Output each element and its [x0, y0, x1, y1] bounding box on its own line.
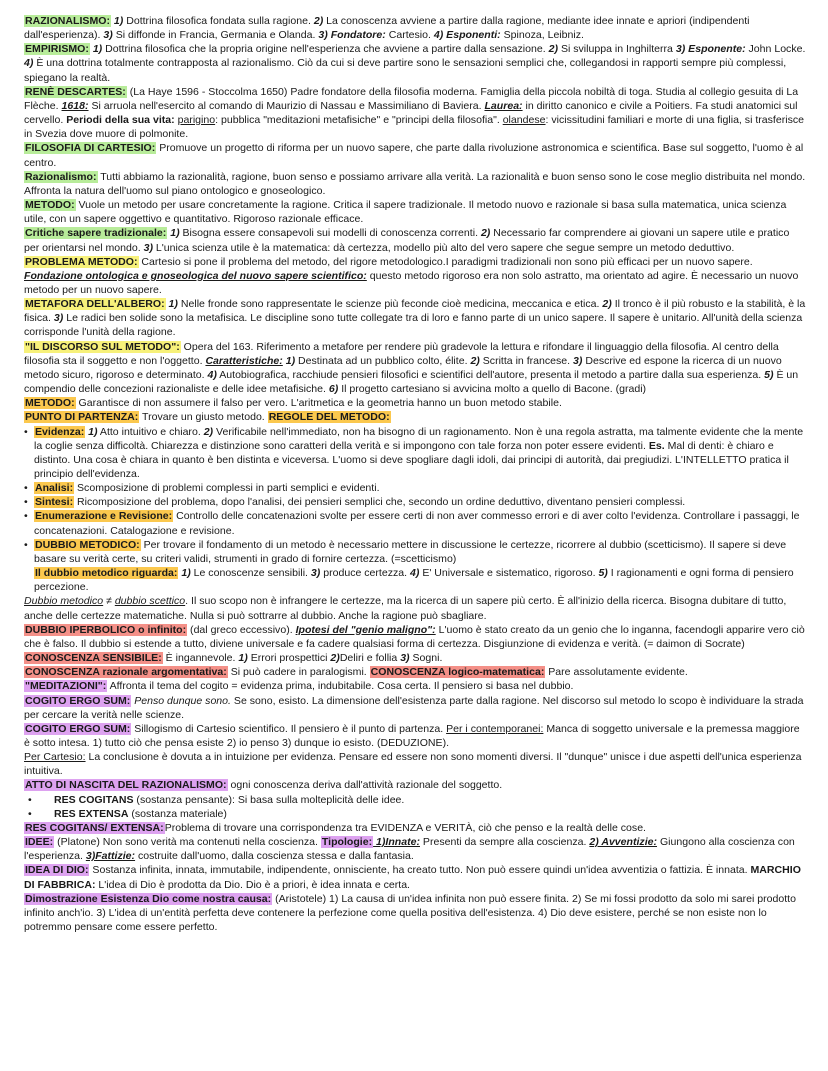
- punto-partenza-heading: PUNTO DI PARTENZA:: [25, 411, 139, 424]
- dubbio-riguarda-heading: Il dubbio metodico riguarda:: [35, 567, 178, 580]
- cogito-sillogismo-paragraph: COGITO ERGO SUM: Sillogismo di Cartesio scientifico. Il pensiero è il punto di partenza. Per i contemporanei: Manca di soggetto universale e la premessa maggiore è sotto intesa. 1) tutto ciò che pensa esiste 2) io penso 3) dunque io esisto. (DEDUZIONE).: [24, 722, 800, 749]
- dubbio-iperbolico-heading: DUBBIO IPERBOLICO o infinito:: [25, 623, 187, 636]
- filosofia-cartesio-heading: FILOSOFIA DI CARTESIO:: [25, 142, 156, 155]
- res-cogitans-extensa-paragraph: RES COGITANS/ EXTENSA:Problema di trovare una corrispondenza tra EVIDENZA e VERITÀ, ciò che penso e la realtà delle cose.: [25, 821, 646, 834]
- empirismo-heading: EMPIRISMO:: [25, 43, 89, 56]
- enumerazione-heading: Enumerazione e Revisione:: [35, 510, 173, 523]
- per-cartesio-paragraph: Per Cartesio: La conclusione è dovuta a in intuizione per evidenza. Pensare ed essere non sono momenti diversi. Il "dunque" unisce i due aspetti dell'unica esperienza intuitiva.: [24, 751, 802, 778]
- conoscenza-sensibile-paragraph: CONOSCENZA SENSIBILE: È ingannevole. 1) Errori prospettici 2)Deliri e follia 3) Sogni.: [25, 652, 443, 665]
- metodo-garanzia-heading: METODO:: [25, 397, 75, 410]
- critiche-paragraph: Critiche sapere tradizionale: 1) Bisogna essere consapevoli sui modelli di conoscenza correnti. 2) Necessario far comprendere ai giovani un sapere utile e pratico per orientarsi nel mondo. 3) L'unica scienza utile è la matematica: dà certezza, modello più alto del vero sapere che segue sempre un metodo deduttivo.: [24, 227, 790, 254]
- metodo-heading: METODO:: [25, 199, 75, 212]
- meditazioni-paragraph: "MEDITAZIONI": Affronta il tema del cogito = evidenza prima, indubitabile. Cosa certa. Il pensiero si basa nel dubbio.: [25, 680, 574, 693]
- rene-descartes-paragraph: RENÈ DESCARTES: (La Haye 1596 - Stoccolma 1650) Padre fondatore della filosofia moderna. Famiglia della piccola nobiltà di toga. Studia al collegio gesuita di La Flèche. 1618: Si arruola nell'esercito al comando di Maurizio di Nassau e Massimiliano di Baviera. Laurea: in diritto canonico e civile a Poitiers. Fa studi anatomici sul cervello. Periodi della sua vita: parigino: pubblica "meditazioni metafisiche" e "principi della filosofia". olandese: vicissitudini familiari e morte di una figlia, si trasferisce in Svezia dove muore di polmonite.: [24, 85, 804, 141]
- atto-nascita-heading: ATTO DI NASCITA DEL RAZIONALISMO:: [25, 779, 227, 792]
- metafora-albero-heading: METAFORA DELL'ALBERO:: [25, 298, 165, 311]
- list-item: • Sintesi: Ricomposizione del problema, dopo l'analisi, dei pensieri semplici che, secondo un ordine deduttivo, diventano pensieri complessi.: [24, 495, 806, 509]
- razionalismo-heading: RAZIONALISMO:: [25, 15, 110, 27]
- dubbio-scettico-paragraph: Dubbio metodico ≠ dubbio scettico. Il suo scopo non è infrangere le certezze, ma la ricerca di un sapere più certo. È all'inizio della ricerca. Bisogna dubitare di tutto, anche delle certezze matematiche. Nulla si può sottrarre al dubbio. Anche la ragione può sbagliare.: [24, 595, 787, 622]
- list-item: • RES COGITANS (sostanza pensante): Si basa sulla molteplicità delle idee.: [24, 793, 806, 807]
- list-item: • RES EXTENSA (sostanza materiale): [24, 807, 806, 821]
- res-cogitans-extensa-heading: RES COGITANS/ EXTENSA:: [25, 821, 164, 834]
- list-item: • Analisi: Scomposizione di problemi complessi in parti semplici e evidenti.: [24, 481, 806, 495]
- conoscenza-sensibile-heading: CONOSCENZA SENSIBILE:: [25, 652, 162, 665]
- list-item: • DUBBIO METODICO: Per trovare il fondamento di un metodo è necessario mettere in discussione le certezze, ricorrere al dubbio (scetticismo). Il sapere si deve basare su verità certe, su criteri validi, strumenti in grado di fornire certezza. (=scetticismo): [24, 538, 806, 566]
- metodo-paragraph: METODO: Vuole un metodo per usare concretamente la ragione. Critica il sapere tradizionale. Il metodo nuovo e razionale si basa sulla matematica, unica scienza utile, con un sapere oggettivo e quantitativo. Rigoroso razionale efficace.: [24, 199, 787, 226]
- idea-dio-paragraph: IDEA DI DIO: Sostanza infinita, innata, immutabile, indipendente, onnisciente, ha creato tutto. Non può essere quindi un'idea avventizia o fattizia. È innata. MARCHIO DI FABBRICA: L'idea di Dio è prodotta da Dio. Dio è a priori, è idea innata e certa.: [24, 864, 801, 891]
- discorso-metodo-paragraph: "IL DISCORSO SUL METODO": Opera del 163. Riferimento a metafore per rendere più gradevole la lettura e rifondare il linguaggio della filosofia. Al centro della filosofia sta il soggetto e non l'oggetto. Caratteristiche: 1) Destinata ad un pubblico colto, élite. 2) Scritta in francese. 3) Descrive ed espone la ricerca di un nuovo metodo sicuro, rigoroso e determinato. 4) Autobiografica, racchiude pensieri filosofici e scientifici dell'autore, presenta il metodo a partire dalla sua esperienza. 5) È un compendio delle concezioni razionaliste e delle idee metafisiche. 6) Il progetto cartesiano si avvicina molto a quello di Bacone. (gradi): [24, 340, 799, 396]
- punto-partenza-paragraph: PUNTO DI PARTENZA: Trovare un giusto metodo. REGOLE DEL METODO:: [25, 411, 390, 424]
- notes-sheet: [24, 14, 806, 934]
- conoscenza-logico-heading: CONOSCENZA logico-matematica:: [370, 666, 545, 679]
- problema-metodo-paragraph: PROBLEMA METODO: Cartesio si pone il problema del metodo, del rigore metodologico.I paradigmi tradizionali non sono più efficaci per un nuovo sapere. Fondazione ontologica e gnoseologica del nuovo sapere scientifico: questo metodo rigoroso era non solo astratto, ma orientato ad agire. È necessario un nuovo metodo per un nuovo sapere.: [24, 255, 799, 296]
- regole-list: [24, 425, 806, 567]
- idee-paragraph: IDEE: (Platone) Non sono verità ma contenuti nella coscienza. Tipologie: 1)Innate: Presenti da sempre alla coscienza. 2) Avventizie: Giungono alla coscienza con l'esperienza. 3)Fattizie: costruite dall'uomo, dalla coscienza stessa e dalla fantasia.: [24, 836, 795, 863]
- analisi-heading: Analisi:: [35, 482, 74, 495]
- problema-metodo-heading: PROBLEMA METODO:: [25, 255, 138, 268]
- dimostrazione-dio-paragraph: Dimostrazione Esistenza Dio come nostra causa: (Aristotele) 1) La causa di un'idea infinita non può essere finita. 2) Se mi fossi prodotto da solo mi sarei prodotto infinito anch'io. 3) L'idea di un'entità perfetta deve contenere la perfezione come quella positiva dell'esistenza. 4) Dio deve esistere, perché se non esiste non lo potremmo pensare come essere perfetto.: [24, 892, 796, 933]
- razionalismo-detail-heading: Razionalismo:: [25, 170, 97, 183]
- regole-metodo-heading: REGOLE DEL METODO:: [268, 411, 390, 424]
- sintesi-heading: Sintesi:: [35, 496, 74, 509]
- dimostrazione-dio-heading: Dimostrazione Esistenza Dio come nostra causa:: [25, 892, 272, 905]
- cogito-sillogismo-heading: COGITO ERGO SUM:: [25, 722, 131, 735]
- atto-nascita-paragraph: ATTO DI NASCITA DEL RAZIONALISMO: ogni conoscenza deriva dall'attività razionale del soggetto.: [25, 779, 503, 792]
- razionalismo-paragraph: RAZIONALISMO: 1) Dottrina filosofica fondata sulla ragione. 2) La conoscenza avviene a partire dalla ragione, mediante idee innate e apriori (indipendenti dall'esperienza). 3) Si diffonde in Francia, Germania e Olanda. 3) Fondatore: Cartesio. 4) Esponenti: Spinoza, Leibniz.: [24, 15, 750, 42]
- dubbio-iperbolico-paragraph: DUBBIO IPERBOLICO o infinito: (dal greco eccessivo). Ipotesi del "genio maligno": L'uomo è stato creato da un genio che lo inganna, facendogli apparire vero ciò che è falso. Il dubbio si estende a tutto, diviene universale e fa cadere qualsiasi forma di certezza. Disgiunzione di evidenza e verità. (= daimon di Socrate): [24, 623, 805, 650]
- evidenza-heading: Evidenza:: [35, 425, 85, 438]
- razionalismo-detail-paragraph: Razionalismo: Tutti abbiamo la razionalità, ragione, buon senso e possiamo arrivare alla verità. La razionalità e buon senso sono le cose meglio distribuita nel mondo. Affronta la natura dell'uomo sul piano ontologico e gnoseologico.: [24, 170, 806, 197]
- idea-dio-heading: IDEA DI DIO:: [25, 864, 89, 877]
- discorso-metodo-heading: "IL DISCORSO SUL METODO":: [25, 340, 180, 353]
- meditazioni-heading: "MEDITAZIONI":: [25, 680, 107, 693]
- conoscenza-razionale-paragraph: CONOSCENZA razionale argomentativa: Si può cadere in paralogismi. CONOSCENZA logico-matematica: Pare assolutamente evidente.: [25, 666, 688, 679]
- res-list: [24, 793, 806, 821]
- rene-descartes-heading: RENÈ DESCARTES:: [25, 85, 126, 98]
- metafora-albero-paragraph: METAFORA DELL'ALBERO: 1) Nelle fronde sono rappresentate le scienze più feconde cioè medicina, meccanica e etica. 2) Il tronco è il più robusto e la stabilità, è la fisica. 3) Le radici ben solide sono la metafisica. Le discipline sono tutte collegate tra di loro e fanno parte di un unico sapere. Il sapere è unitario. All'unità della scienza corrisponde l'unità della ragione.: [24, 298, 806, 339]
- empirismo-paragraph: EMPIRISMO: 1) Dottrina filosofica che la propria origine nell'esperienza che avviene a partire dalla sensazione. 2) Si sviluppa in Inghilterra 3) Esponente: John Locke. 4) È una dottrina totalmente contrapposta al razionalismo. Ciò da cui si deve partire sono le sensazioni semplici che, collegandosi in rapporti sempre più complessi, spiegano la realtà.: [24, 43, 806, 84]
- dubbio-riguarda-paragraph: Il dubbio metodico riguarda: 1) Le conoscenze sensibili. 3) produce certezza. 4) E' Universale e sistematico, rigoroso. 5) I ragionamenti e ogni forma di pensiero percezione.: [34, 567, 794, 594]
- list-item: • Evidenza: 1) Atto intuitivo e chiaro. 2) Verificabile nell'immediato, non ha bisogno di un ragionamento. Non è una regola astratta, ma talmente evidente che la mente la coglie senza difficoltà. Chiarezza e distinzione sono caratteri della verità e si impongono con tale forza non poter essere evidenti. Es. Mal di denti: è chiaro e distinto. Una cosa è chiara in quanto è ben distinta e viceversa. L'uomo si deve spogliare dagli idoli, dai principi di autorità, dai pregiudizi. L'INTELLETTO pratica il principio dell'evidenza.: [24, 425, 806, 482]
- list-item: • Enumerazione e Revisione: Controllo delle concatenazioni svolte per essere certi di non aver commesso errori e di aver colto l'evidenza. Controllare i passaggi, le concatenazioni. Catalogazione e revisione.: [24, 509, 806, 537]
- filosofia-cartesio-paragraph: FILOSOFIA DI CARTESIO: Promuove un progetto di riforma per un nuovo sapere, che parte dalla rivoluzione astronomica e scientifica. Base sul soggetto, l'uomo è al centro.: [24, 142, 804, 169]
- cogito-heading: COGITO ERGO SUM:: [25, 694, 131, 707]
- idee-heading: IDEE:: [25, 836, 54, 849]
- cogito-paragraph: COGITO ERGO SUM: Penso dunque sono. Se sono, esisto. La dimensione dell'esistenza parte dalla ragione. Nel discorso sul metodo lo scopo è individuare la strada per cercare la verità nelle scienze.: [24, 694, 804, 721]
- metodo-garanzia-paragraph: METODO: Garantisce di non assumere il falso per vero. L'aritmetica e la geometria hanno un buon metodo stabile.: [25, 397, 562, 410]
- dubbio-metodico-heading: DUBBIO METODICO:: [35, 538, 140, 551]
- conoscenza-razionale-heading: CONOSCENZA razionale argomentativa:: [25, 666, 227, 679]
- tipologie-heading: Tipologie:: [321, 836, 373, 849]
- critiche-heading: Critiche sapere tradizionale:: [25, 227, 167, 240]
